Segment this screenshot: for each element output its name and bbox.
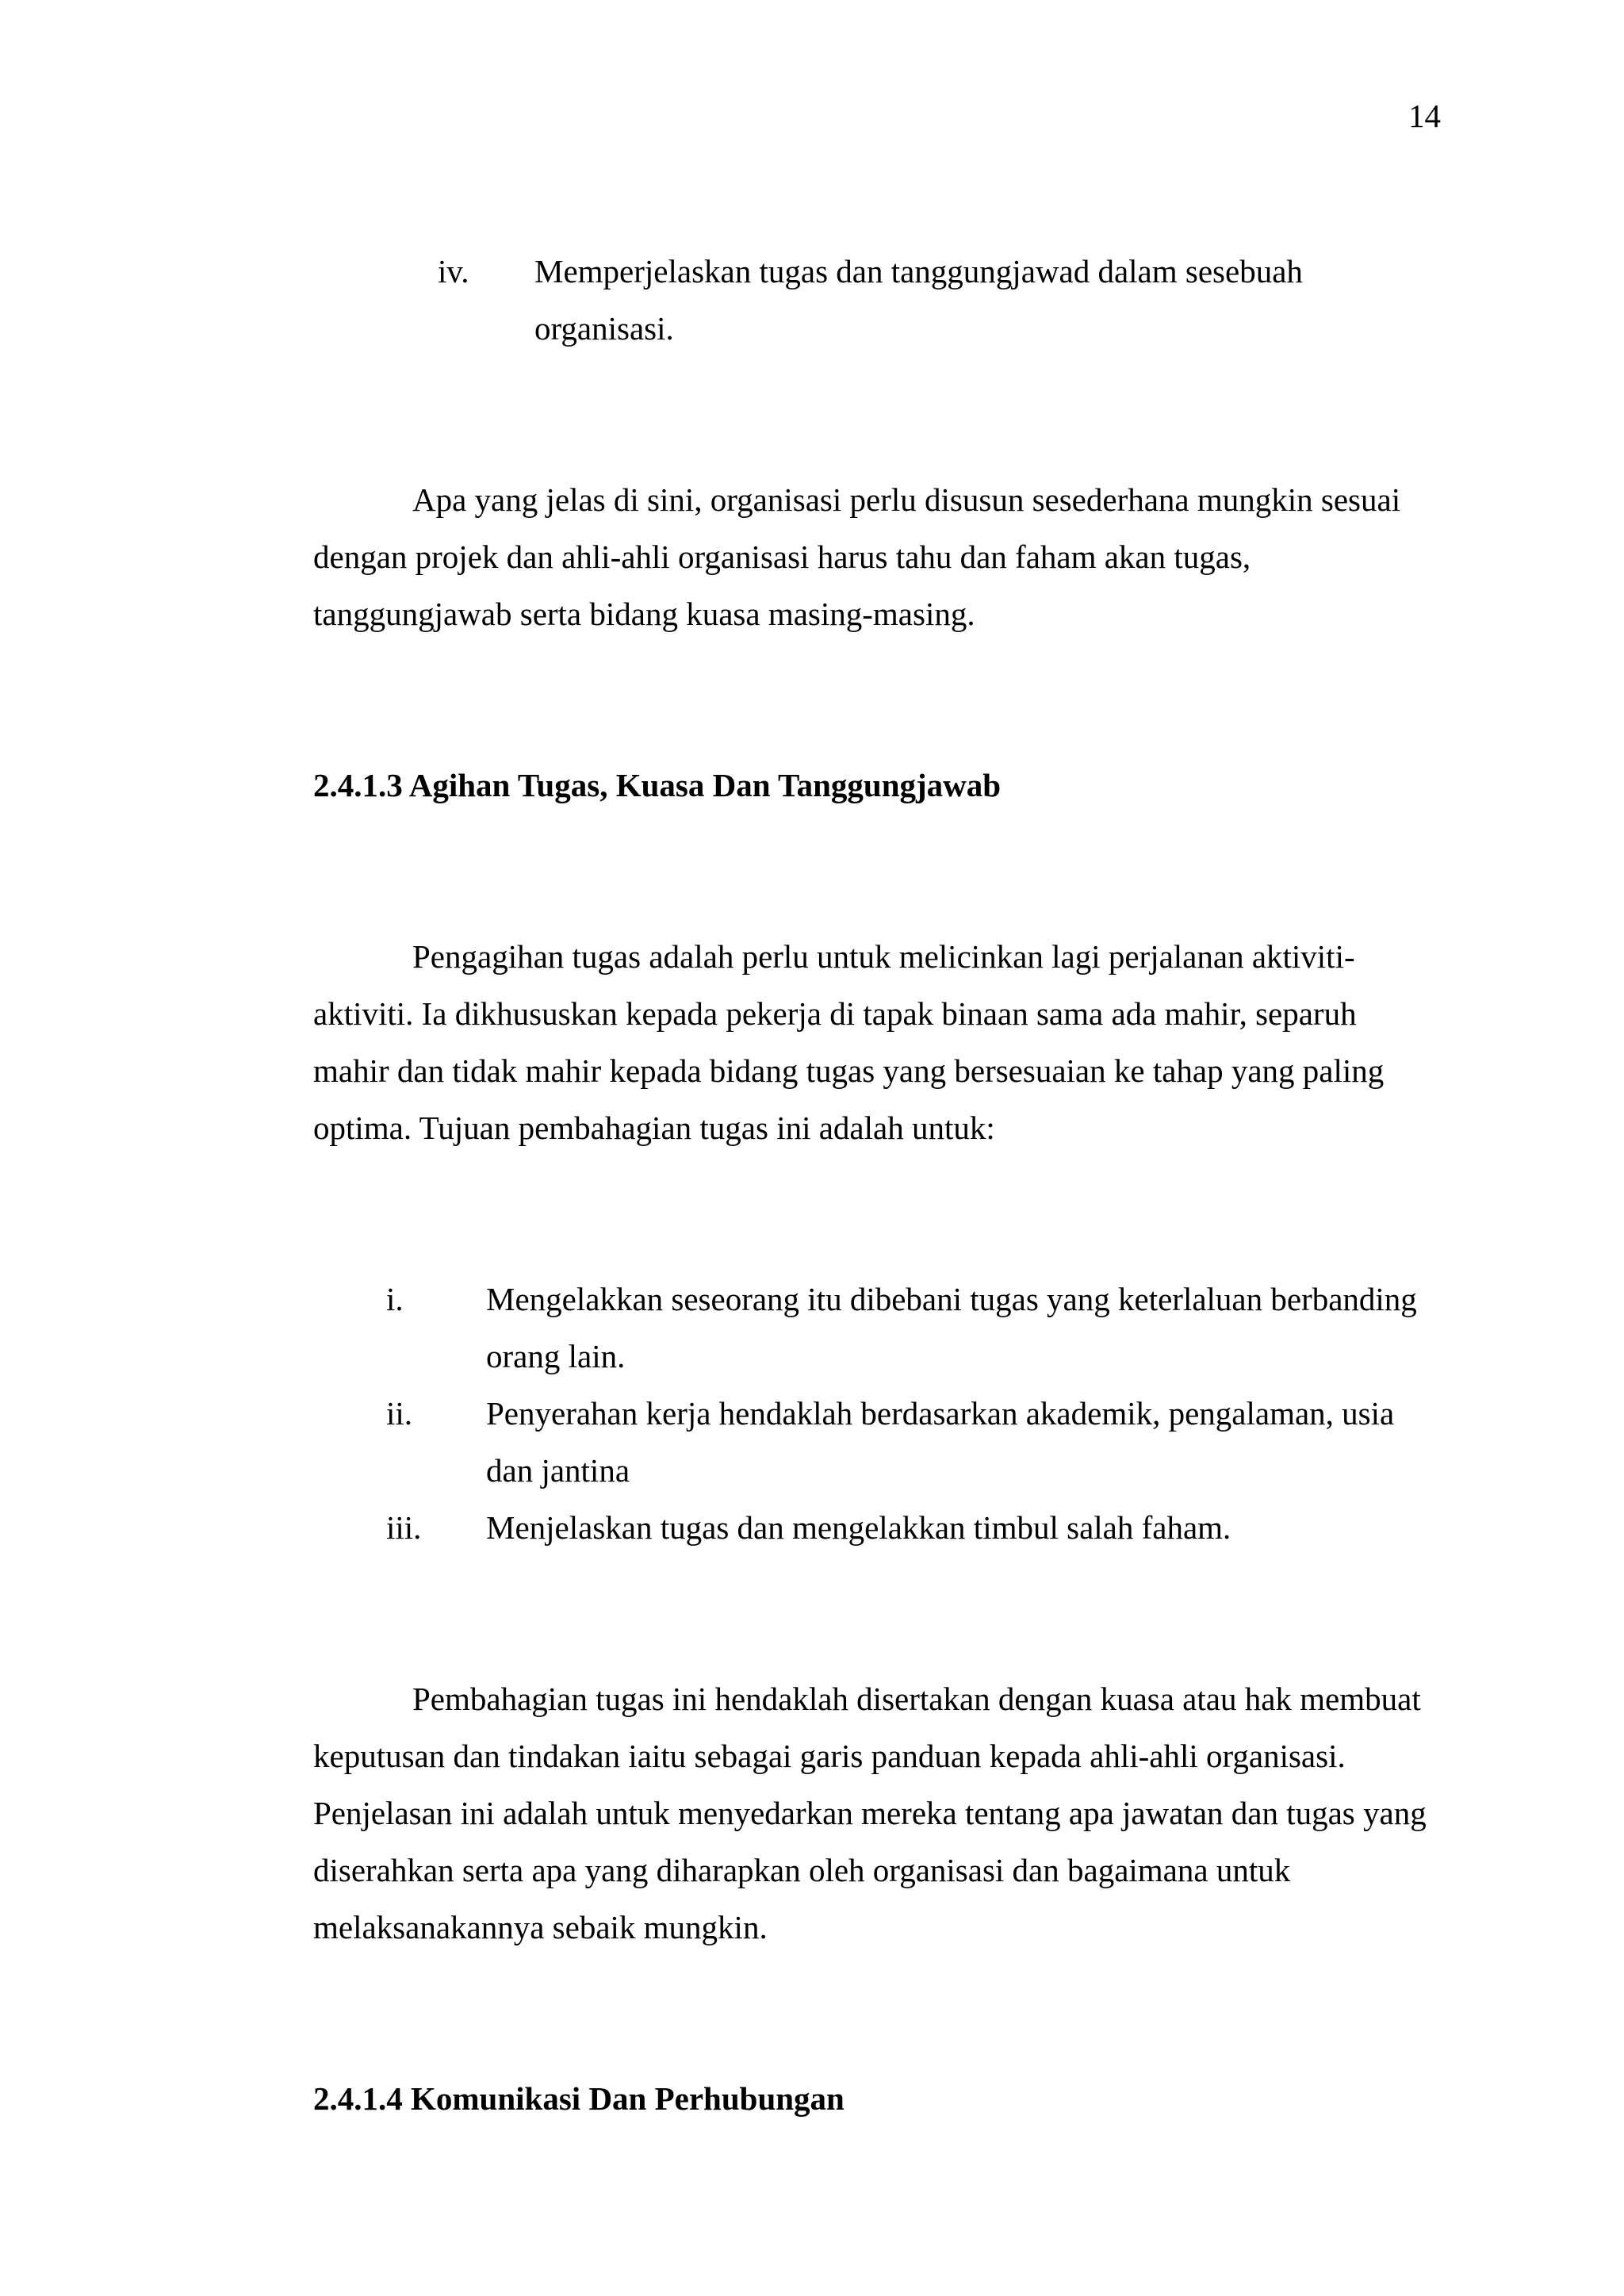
list-item-text-line: Menjelaskan tugas dan mengelakkan timbul salah faham.	[486, 1509, 1231, 1546]
list-item-numeral: iv.	[438, 253, 469, 289]
list-item-text-line: organisasi.	[534, 310, 674, 347]
paragraph-line: melaksanakannya sebaik mungkin.	[313, 1909, 768, 1945]
paragraph-line: Penjelasan ini adalah untuk menyedarkan mereka tentang apa jawatan dan tugas yang	[313, 1795, 1427, 1831]
section-heading: 2.4.1.3 Agihan Tugas, Kuasa Dan Tanggungjawab	[313, 767, 1002, 803]
paragraph-line: dengan projek dan ahli-ahli organisasi harus tahu dan faham akan tugas,	[313, 539, 1251, 575]
paragraph-line: tanggungjawab serta bidang kuasa masing-masing.	[313, 596, 975, 632]
section-heading: 2.4.1.4 Komunikasi Dan Perhubungan	[313, 2080, 845, 2117]
list-item-text-line: orang lain.	[486, 1338, 626, 1374]
list-item-text-line: Mengelakkan seseorang itu dibebani tugas yang keterlaluan berbanding	[486, 1281, 1417, 1317]
list-item-numeral: iii.	[386, 1509, 422, 1546]
paragraph-line: keputusan dan tindakan iaitu sebagai garis panduan kepada ahli-ahli organisasi.	[313, 1738, 1346, 1774]
list-item-text-line: Memperjelaskan tugas dan tanggungjawad dalam sesebuah	[534, 253, 1303, 289]
list-item-numeral: ii.	[386, 1395, 413, 1432]
list-item-text-line: dan jantina	[486, 1452, 630, 1489]
paragraph-line: aktiviti. Ia dikhususkan kepada pekerja di tapak binaan sama ada mahir, separuh	[313, 995, 1357, 1032]
paragraph-line: Apa yang jelas di sini, organisasi perlu disusun sesederhana mungkin sesuai	[412, 481, 1401, 518]
paragraph-line: diserahkan serta apa yang diharapkan oleh organisasi dan bagaimana untuk	[313, 1852, 1291, 1888]
paragraph-line: optima. Tujuan pembahagian tugas ini adalah untuk:	[313, 1110, 995, 1146]
paragraph-line: mahir dan tidak mahir kepada bidang tugas yang bersesuaian ke tahap yang paling	[313, 1052, 1385, 1089]
paragraph-line: Pengagihan tugas adalah perlu untuk melicinkan lagi perjalanan aktiviti-	[412, 938, 1355, 975]
list-item-text-line: Penyerahan kerja hendaklah berdasarkan akademik, pengalaman, usia	[486, 1395, 1395, 1432]
page-number: 14	[1408, 98, 1441, 134]
paragraph-line: Pembahagian tugas ini hendaklah disertakan dengan kuasa atau hak membuat	[412, 1681, 1421, 1717]
list-item-numeral: i.	[386, 1281, 404, 1317]
